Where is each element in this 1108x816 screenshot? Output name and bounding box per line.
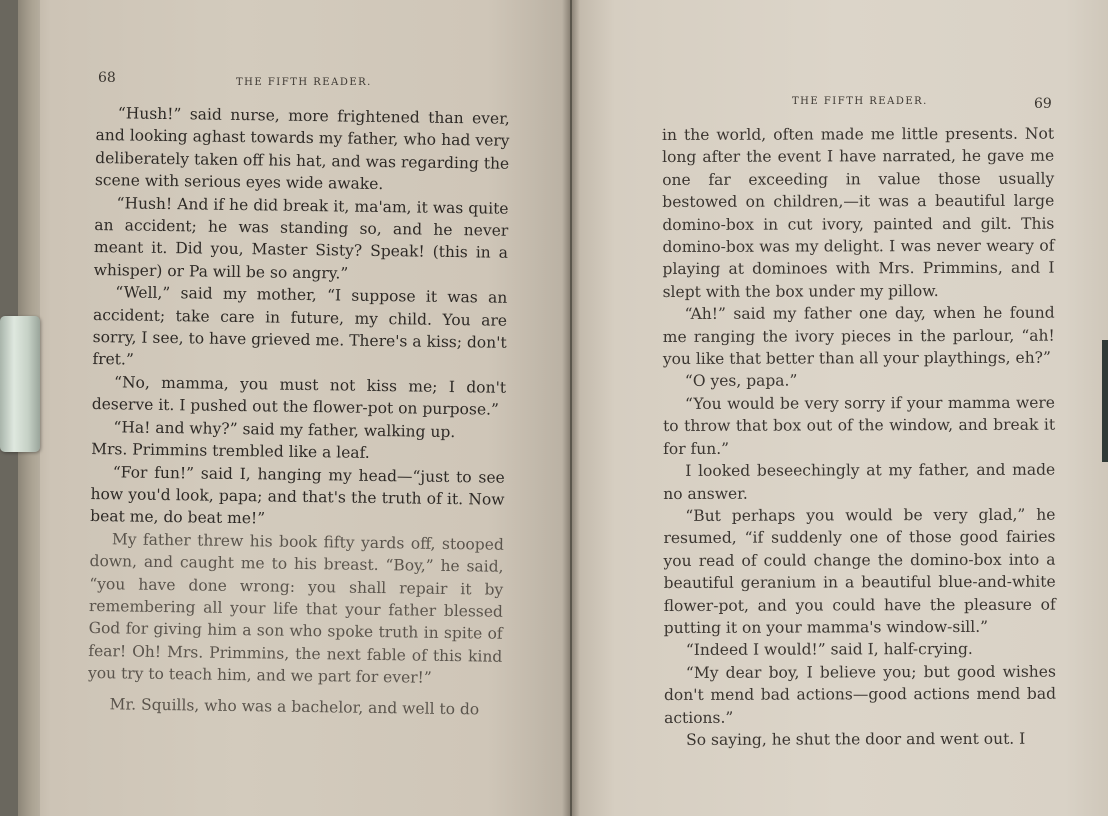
running-head-left: THE FIFTH READER. [236, 77, 372, 88]
paragraph: “For fun!” said I, hanging my head—“just to see how you'd look, papa; and that's the truth of it. Now beat me, do beat me!” [90, 462, 505, 528]
paragraph: “My dear boy, I believe you; but good wishes don't mend bad actions—good actions mend bad actions.” [663, 662, 1057, 727]
paragraph: in the world, often made me little presents. Not long after the event I have narrated, he gave me one far exceeding in value those usually bestowed on children,—it was a beautiful large domino-box in cut ivory, painted and gilt. This domino-box was my delight. I was never weary of playing at dominoes with Mrs. Primmins, and I slept with the box under my pillow. [662, 124, 1055, 301]
paragraph: “You would be very sorry if your mamma were to throw that box out of the window, and break it for fun.” [663, 393, 1056, 458]
left-page-text [87, 102, 510, 721]
running-head-right: THE FIFTH READER. [792, 96, 928, 107]
page-number-left: 68 [98, 70, 116, 86]
page-number-right: 69 [1034, 96, 1052, 112]
paragraph: “Indeed I would!” said I, half-crying. [685, 640, 973, 660]
paragraph: “Ah!” said my father one day, when he found me ranging the ivory pieces in the parlour, “ah! you like that better than all your playthings, eh?” [662, 303, 1055, 369]
right-page [572, 0, 1108, 816]
paragraph: “No, mamma, you must not kiss me; I don't deserve it. I pushed out the flower-pot on purpose.” [91, 373, 507, 419]
paragraph: “Hush!” said nurse, more frightened than ever, and looking aghast towards my father, who had very deliberately taken off his hat, and was regarding the scene with serious eyes wide awake. [94, 104, 510, 194]
paragraph: So saying, he shut the door and went out. I [686, 729, 1026, 749]
paragraph: Mrs. Primmins trembled like a leaf. [91, 440, 370, 462]
paragraph: “But perhaps you would be very glad,” he resumed, “if suddenly one of those good fairies you read of could change the domino-box into a beautiful geranium in a beautiful blue-and-white flower-pot, and you could have the pleasure of putting it on your mamma's window-sill.” [663, 505, 1056, 637]
paragraph: “O yes, papa.” [684, 371, 798, 391]
paragraph: “Hush! And if he did break it, ma'am, it was quite an accident; he was standing so, and he never meant it. Did you, Master Sisty? Speak! (this in a whisper) or Pa will be so angry.” [93, 193, 509, 283]
paragraph: I looked beseechingly at my father, and made no answer. [663, 460, 1056, 503]
paragraph: Mr. Squills, who was a bachelor, and well to do [109, 694, 480, 718]
paragraph: My father threw his book fifty yards off, stooped down, and caught me to his breast. “Boy,” he said, “you have done wrong: you shall repair it by remembering all your life that your father blessed God for giving him a son who spoke truth in spite of fear! Oh! Mrs. Primmins, the next fable of this kind you try to teach him, and we part for ever!” [87, 529, 504, 687]
paragraph: “Well,” said my mother, “I suppose it was an accident; take care in future, my child. You are sorry, I see, to have grieved me. There's a kiss; don't fret.” [92, 283, 508, 370]
paragraph: “Ha! and why?” said my father, walking up. [113, 417, 456, 441]
left-page [18, 0, 570, 816]
right-page-text [662, 123, 1056, 752]
book-clip-right [1102, 340, 1108, 462]
book-clip-left [0, 316, 40, 452]
